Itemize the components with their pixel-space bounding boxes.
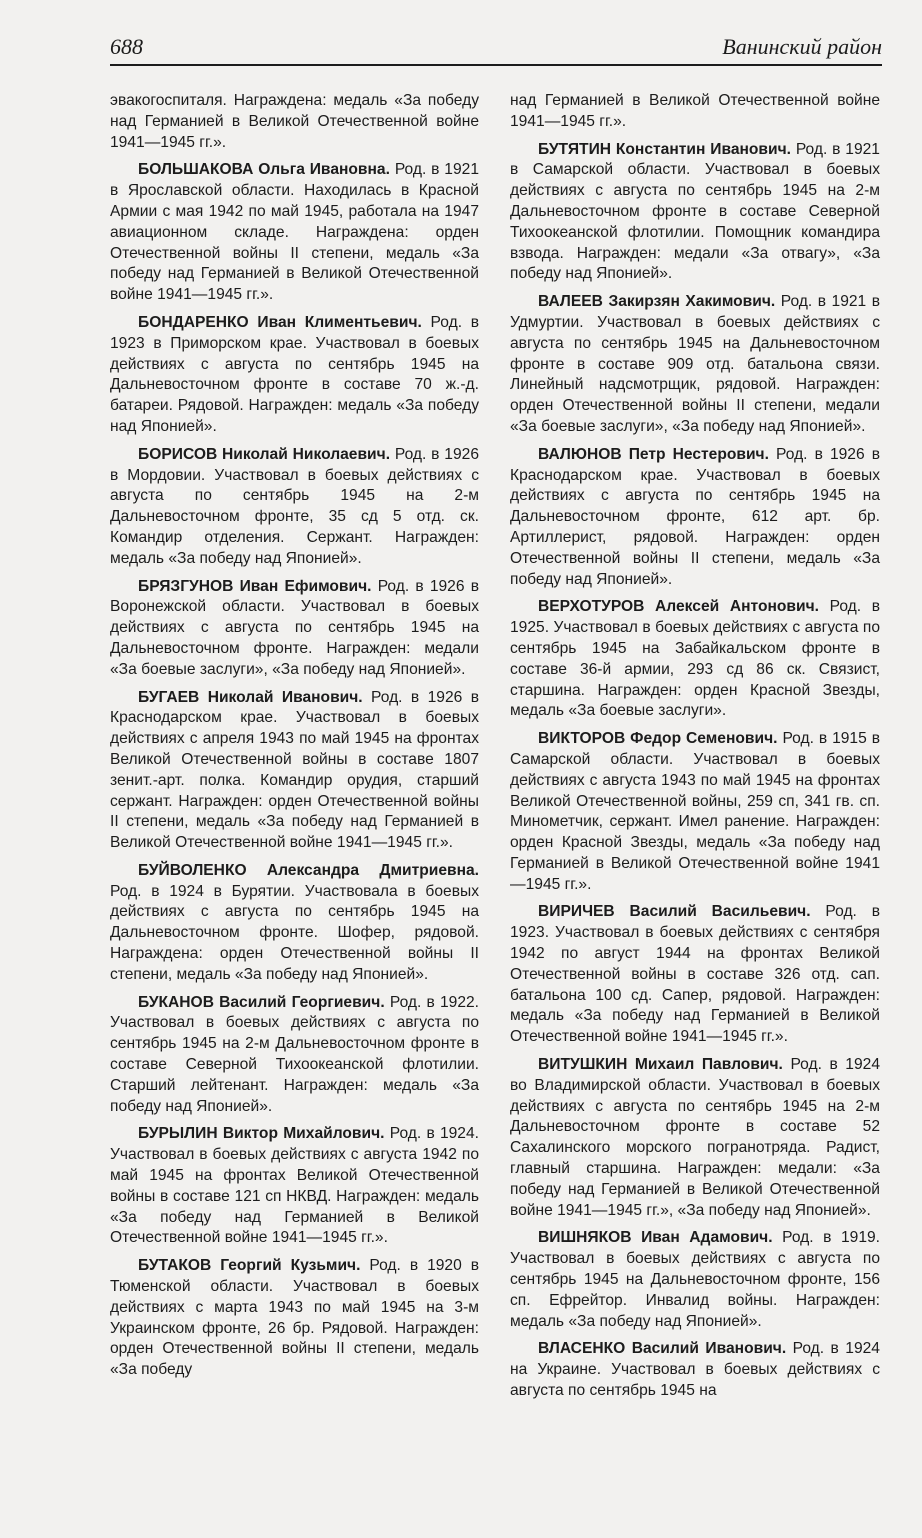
entry-text: Род. в 1920 в Тюменской области. Участвовал в боевых действиях с марта 1943 по май 1945 на 3-м Украинском фронте, 26 бр. Рядовой. Награжден: орден Отечественной войны II степени, медаль «За победу <box>110 1257 479 1379</box>
biography-entry <box>510 1339 880 1401</box>
person-name: БОЛЬШАКОВА Ольга Ивановна. <box>138 161 390 179</box>
entry-text: Род. в 1922. Участвовал в боевых действиях с августа по сентябрь 1945 на 2-м Дальневосточном фронте в составе Северной Тихоокеанской флотилии. Старший лейтенант. Награжден: медаль «За победу над Японией». <box>110 993 479 1115</box>
biography-entry <box>110 1124 479 1249</box>
biography-entry <box>110 1256 479 1381</box>
biography-entry <box>110 688 479 854</box>
biography-entry <box>110 445 479 570</box>
biography-entry <box>510 91 880 133</box>
person-name: БУТАКОВ Георгий Кузьмич. <box>138 1257 361 1275</box>
person-name: ВИРИЧЕВ Василий Васильевич. <box>538 903 811 921</box>
entry-text: Род. в 1924 на Украине. Участвовал в боевых действиях с августа по сентябрь 1945 на <box>510 1340 880 1400</box>
biography-entry <box>510 1228 880 1332</box>
person-name: БРЯЗГУНОВ Иван Ефимович. <box>138 577 372 595</box>
entry-text: Род. в 1926 в Воронежской области. Участвовал в боевых действиях с августа по сентябрь 1945 на Дальневосточном фронте. Награжден: медали «За боевые заслуги», «За победу над Японией». <box>110 577 480 678</box>
entry-text: Род. в 1923 в Приморском крае. Участвовал в боевых действиях с августа по сентябрь 1945 на Дальневосточном фронте в составе 70 ж.-д. батареи. Рядовой. Награжден: медаль «За победу над Японией». <box>110 313 479 435</box>
person-name: БУТЯТИН Константин Иванович. <box>538 140 791 158</box>
entry-text: Род. в 1923. Участвовал в боевых действиях с сентября 1942 по август 1944 на фронтах Великой Отечественной войны в составе 326 отд. сап. батальона 100 сд. Сапер, рядовой. Награжден: медаль «За победу над Германией в Великой Отечественной войне 1941—1945 гг.». <box>510 903 880 1046</box>
biography-entry <box>510 729 880 895</box>
person-name: БОРИСОВ Николай Николаевич. <box>138 445 391 463</box>
section-title: Ванинский район <box>722 34 882 59</box>
entry-text: Род. в 1915 в Самарской области. Участвовал в боевых действиях с августа 1943 по май 1945 на фронтах Великой Отечественной войны, 259 сп, 341 гв. сп. Минометчик, сержант. Имел ранение. Награжден: орден Красной Звезды, медаль «За победу над Германией в Великой Отечественной войне 1941—1945 гг.». <box>510 730 880 893</box>
person-name: ВЛАСЕНКО Василий Иванович. <box>538 1340 787 1358</box>
person-name: ВИТУШКИН Михаил Павлович. <box>538 1056 783 1074</box>
entry-text: Род. в 1921 в Ярославской области. Находилась в Красной Армии с мая 1942 по май 1945, работала на 1947 авиационном складе. Награждена: орден Отечественной войны II степени, медаль «За победу над Германией в Великой Отечественной войне 1941—1945 гг.». <box>110 161 479 304</box>
person-name: ВЕРХОТУРОВ Алексей Антонович. <box>538 598 819 616</box>
entry-text: Род. в 1919. Участвовал в боевых действиях с августа по сентябрь 1945 на Дальневосточном фронте, 156 сп. Ефрейтор. Инвалид войны. Награжден: медаль «За победу над Японией». <box>510 1229 880 1330</box>
biography-entry <box>110 861 479 986</box>
biography-entry <box>510 597 880 722</box>
biography-entry <box>510 292 880 438</box>
biography-entry <box>110 160 479 306</box>
entry-text: Род. в 1924 в Бурятии. Участвовала в боевых действиях с августа по сентябрь 1945 на Дальневосточном фронте. Шофер, рядовой. Награждена: орден Отечественной войны II степени, медаль «За победу над Японией». <box>110 882 479 983</box>
entry-text: Род. в 1921 в Удмуртии. Участвовал в боевых действиях с августа по сентябрь 1945 на Дальневосточном фронте в составе 909 отд. батальона связи. Линейный надсмотрщик, рядовой. Награжден: орден Отечественной войны II степени, медали «За боевые заслуги», «За победу над Японией». <box>510 293 881 435</box>
biography-entry <box>510 445 880 591</box>
biography-entry <box>110 313 479 438</box>
person-name: БУРЫЛИН Виктор Михайлович. <box>138 1125 385 1143</box>
person-name: ВИКТОРОВ Федор Семенович. <box>538 730 778 748</box>
person-name: БОНДАРЕНКО Иван Климентьевич. <box>138 313 422 331</box>
right-column <box>510 91 880 1409</box>
left-column <box>110 91 479 1388</box>
person-name: ВАЛЮНОВ Петр Нестерович. <box>538 445 769 463</box>
biography-entry <box>510 1055 880 1221</box>
entry-text: Род. в 1926 в Краснодарском крае. Участвовал в боевых действиях с августа по сентябрь 1945 на Дальневосточном фронте, 612 арт. бр. Артиллерист, рядовой. Награжден: орден Отечественной войны II степени, медаль «За победу над Японией». <box>510 445 881 588</box>
entry-text: Род. в 1926 в Мордовии. Участвовал в боевых действиях с августа по сентябрь 1945 на 2-м Дальневосточном фронте, 35 сд 5 отд. ск. Командир отделения. Сержант. Награжден: медаль «За победу над Японией». <box>110 445 479 567</box>
biography-entry <box>110 577 479 681</box>
biography-entry <box>510 140 880 286</box>
person-name: БУКАНОВ Василий Георгиевич. <box>138 993 385 1011</box>
biography-entry <box>110 993 479 1118</box>
entry-text: Род. в 1925. Участвовал в боевых действиях с августа по сентябрь 1945 на Забайкальском фронте в составе 36-й армии, 293 сд 86 ск. Связист, старшина. Награжден: орден Красной Звезды, медаль «За боевые заслуги». <box>510 598 880 720</box>
person-name: ВИШНЯКОВ Иван Адамович. <box>538 1229 773 1247</box>
person-name: БУЙВОЛЕНКО Александра Дмитриевна. <box>138 861 479 879</box>
person-name: ВАЛЕЕВ Закирзян Хакимович. <box>538 293 776 311</box>
person-name: БУГАЕВ Николай Иванович. <box>138 688 363 706</box>
entry-text: Род. в 1926 в Краснодарском крае. Участвовал в боевых действиях с апреля 1943 по май 1945 на фронтах Великой Отечественной войны в составе 1807 зенит.-арт. полка. Командир орудия, старший сержант. Награжден: орден Отечественной войны II степени, медаль «За победу над Германией в Великой Отечественной войне 1941—1945 гг.». <box>110 688 479 852</box>
page-number: 688 <box>110 34 143 59</box>
entry-text: эвакогоспиталя. Награждена: медаль «За победу над Германией в Великой Отечественной войне 1941—1945 гг.». <box>110 92 479 151</box>
entry-text: Род. в 1921 в Самарской области. Участвовал в боевых действиях с августа по сентябрь 1945 на 2-м Дальневосточном фронте в составе Северной Тихоокеанской флотилии. Помощник командира взвода. Награжден: медали «За отвагу», «За победу над Японией». <box>510 140 880 283</box>
running-header <box>110 30 882 66</box>
biography-entry <box>510 902 880 1048</box>
biography-entry <box>110 91 479 153</box>
entry-text: Род. в 1924 во Владимирской области. Участвовал в боевых действиях с августа по сентябрь 1945 на 2-м Дальневосточном фронте в составе 52 Сахалинского морского погранотряда. Радист, главный старшина. Награжден: медали: «За победу над Германией в Великой Отечественной войне 1941—1945 гг.», «За победу над Японией». <box>510 1056 880 1219</box>
entry-text: Род. в 1924. Участвовал в боевых действиях с августа 1942 по май 1945 на фронтах Великой Отечественной войны в составе 121 сп НКВД. Награжден: медаль «За победу над Германией в Великой Отечественной войне 1941—1945 гг.». <box>110 1125 479 1247</box>
entry-text: над Германией в Великой Отечественной войне 1941—1945 гг.». <box>510 92 880 130</box>
